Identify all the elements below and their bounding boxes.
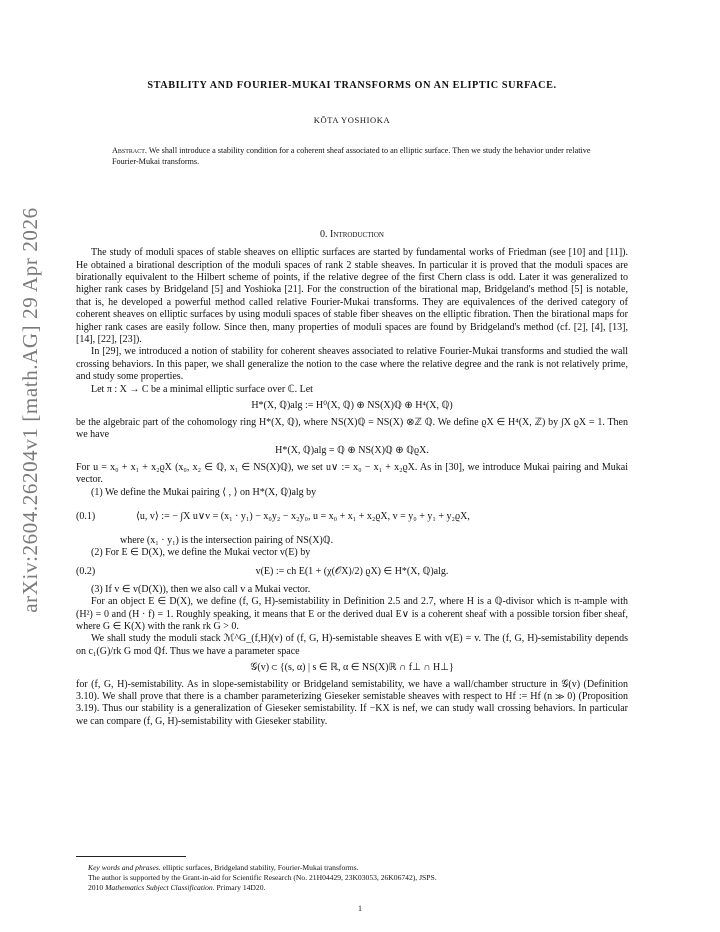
equation-label: (0.2) [76, 565, 96, 577]
abstract-label: Abstract. [112, 145, 147, 155]
equation-row [76, 505, 628, 529]
footnote-keywords [76, 863, 628, 873]
paper-title: STABILITY AND FOURIER-MUKAI TRANSFORMS ON AN ELIPTIC SURFACE. [147, 80, 557, 91]
paragraph: for (f, G, H)-semistability. As in slope-semistability or Bridgeland semistability, we have a wall/chamber structure in 𝒢(v) (Definition 3.10). We shall prove that there is a chamber parameterizing Gieseker semistable sheaves with respect to Hf := Hf (n ≫ 0) (Proposition 3.19). Thus our stability is a generalization of Gieseker semistability. If −KX is nef, we can study wall crossing behaviors. In particular we can compare (f, G, H)-semistability with Gieseker stability. [76, 678, 628, 727]
list-item: (3) If v ∈ v(D(X)), then we also call v a Mukai vector. [91, 583, 311, 595]
msc-text: Primary 14D20. [216, 883, 266, 892]
paragraph: Let π : X → C be a minimal elliptic surface over ℂ. Let [91, 383, 313, 395]
paragraph: We shall study the moduli stack ℳ^G_(f,H)(v) of (f, G, H)-semistable sheaves E with v(E) = v. The (f, G, H)-semistability depends on c₁(G)/rk G mod ℚf. Thus we have a parameter space [76, 633, 628, 657]
paragraph: be the algebraic part of the cohomology ring H*(X, ℚ), where NS(X)ℚ = NS(X) ⊗ℤ ℚ. We define ϱX ∈ H⁴(X, ℤ) by ∫X ϱX = 1. Then we have [76, 416, 628, 440]
paragraph: In [29], we introduced a notion of stability for coherent sheaves associated to relative Fourier-Mukai transforms and studied the wall crossing behaviors. In this paper, we shall generalize the notion to the case where the relative degree and the rank is not relatively prime, and study some properties. [76, 346, 628, 383]
page-number: 1 [358, 904, 362, 913]
footnote-grant: The author is supported by the Grant-in-aid for Scientific Research (No. 21H04429, 23K03053, 26K06742), JSPS. [88, 873, 437, 882]
equation-row [76, 562, 628, 582]
abstract-text: We shall introduce a stability condition for a coherent sheaf associated to an elliptic surface. Then we study the behavior under relative Fourier-Mukai transforms. [112, 145, 591, 166]
paragraph: The study of moduli spaces of stable sheaves on elliptic surfaces are started by fundamental works of Friedman (see [10] and [11]). He obtained a birational description of the moduli spaces of rank 2 stable sheaves. In particular it is proved that the moduli spaces are birationally equivalent to the Hilbert scheme of points, if the relative degree of the first Chern class is odd. Later it was generalized to higher rank cases by Bridgeland [5] and Yoshioka [21]. For the construction of the birational map, Bridgeland's method [5] is notable, that is, he developed a powerful method called relative Fourier-Mukai transforms. They are equivalences of the derived category of coherent sheaves on elliptic surfaces by using moduli spaces of stable fiber sheaves on the elliptic fibration. Then the birational maps for higher rank cases are easily follow. Since then, many properties of moduli spaces are found by Bridgeland's method (cf. [2], [4], [13], [14], [22], [23]). [76, 247, 628, 346]
paragraph: For an object E ∈ D(X), we define (f, G, H)-semistability in Definition 2.5 and 2.7, where H is a ℚ-divisor which is π-ample with (H²) = 0 and (H · f) = 1. Roughly speaking, it means that E or the derived dual E∨ is a coherent sheaf with a possible torsion fiber sheaf, where G ∈ K(X) with the rank rk G > 0. [76, 596, 628, 632]
author-name: KŌTA YOSHIOKA [313, 115, 391, 126]
keywords-label: Key words and phrases. [88, 863, 161, 872]
equation-label: (0.1) [76, 510, 96, 522]
list-item-note: where (x₁ · y₁) is the intersection pairing of NS(X)ℚ. [120, 534, 334, 546]
arxiv-stamp: arXiv:2604.26204v1 [math.AG] 29 Apr 2026 [18, 207, 42, 613]
equation: H*(X, ℚ)alg := H⁰(X, ℚ) ⊕ NS(X)ℚ ⊕ H⁴(X, ℚ) [251, 400, 453, 412]
section-heading: 0. Introduction [320, 228, 384, 240]
abstract [112, 145, 592, 167]
list-item: (2) For E ∈ D(X), we define the Mukai vector v(E) by [91, 547, 311, 559]
equation: 𝒢(v) ⊂ {(s, α) | s ∈ ℝ, α ∈ NS(X)ℝ ∩ f⊥ ∩ H⊥} [250, 662, 454, 674]
footnote-msc [76, 883, 628, 893]
msc-year: 2010 [88, 883, 104, 892]
equation: v(E) := ch E(1 + (χ(𝒪X)/2) ϱX) ∈ H*(X, ℚ)alg. [255, 565, 449, 577]
paragraph: For u = x₀ + x₁ + x₂ϱX (x₀, x₂ ∈ ℚ, x₁ ∈ NS(X)ℚ), we set u∨ := x₀ − x₁ + x₂ϱX. As in [30], we introduce Mukai pairing and Mukai vector. [76, 461, 628, 486]
msc-label: Mathematics Subject Classification. [105, 883, 215, 892]
equation: ⟨u, v⟩ := − ∫X u∨v = (x₁ · y₁) − x₀y₂ − x₂y₀, u = x₀ + x₁ + x₂ϱX, v = y₀ + y₁ + y₂ϱX, [136, 510, 470, 522]
list-item: (1) We define the Mukai pairing ⟨ , ⟩ on H*(X, ℚ)alg by [91, 486, 317, 498]
keywords-text: elliptic surfaces, Bridgeland stability, Fourier-Mukai transforms. [162, 863, 359, 872]
page-content [76, 80, 628, 728]
footnote-rule [76, 856, 186, 857]
footnotes [76, 856, 628, 893]
equation: H*(X, ℚ)alg = ℚ ⊕ NS(X)ℚ ⊕ ℚϱX. [275, 445, 429, 457]
